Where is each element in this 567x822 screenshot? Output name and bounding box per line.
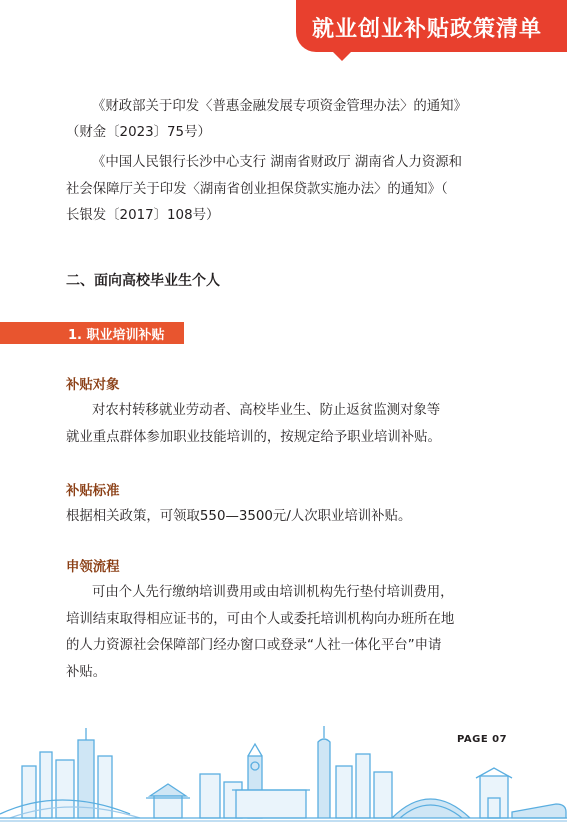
standard-line-1: 根据相关政策，可领取550—3500元/人次职业培训补贴。 [66, 509, 412, 524]
subsection-tag-label: 1. 职业培训补贴 [68, 328, 165, 343]
targets-heading: 补贴对象 [66, 378, 120, 393]
section-heading: 二、面向高校毕业生个人 [66, 273, 220, 289]
targets-line-1: 对农村转移就业劳动者、高校毕业生、防止返贫监测对象等 [92, 403, 441, 418]
process-line-4: 补贴。 [66, 665, 107, 680]
banner-pointer [333, 52, 351, 61]
reference-1-line-2: （财金〔2023〕75号） [66, 125, 211, 140]
page-number: PAGE 07 [457, 734, 508, 745]
reference-1-line-1: 《财政部关于印发〈普惠金融发展专项资金管理办法〉的通知》 [92, 99, 467, 114]
reference-2-line-1: 《中国人民银行长沙中心支行 湖南省财政厅 湖南省人力资源和 [92, 155, 463, 170]
process-heading: 申领流程 [66, 560, 120, 575]
targets-line-2: 就业重点群体参加职业技能培训的，按规定给予职业培训补贴。 [66, 430, 441, 445]
reference-2-line-2: 社会保障厅关于印发〈湖南省创业担保贷款实施办法〉的通知》（ [66, 182, 448, 197]
standard-heading: 补贴标准 [66, 484, 120, 499]
reference-2-line-3: 长银发〔2017〕108号） [66, 208, 220, 223]
process-line-1: 可由个人先行缴纳培训费用或由培训机构先行垫付培训费用， [92, 585, 454, 600]
page-title: 就业创业补贴政策清单 [312, 17, 543, 42]
process-line-2: 培训结束取得相应证书的，可由个人或委托培训机构向办班所在地 [66, 612, 455, 627]
process-line-3: 的人力资源社会保障部门经办窗口或登录“人社一体化平台”申请 [66, 638, 442, 653]
city-skyline-illustration [0, 726, 567, 822]
